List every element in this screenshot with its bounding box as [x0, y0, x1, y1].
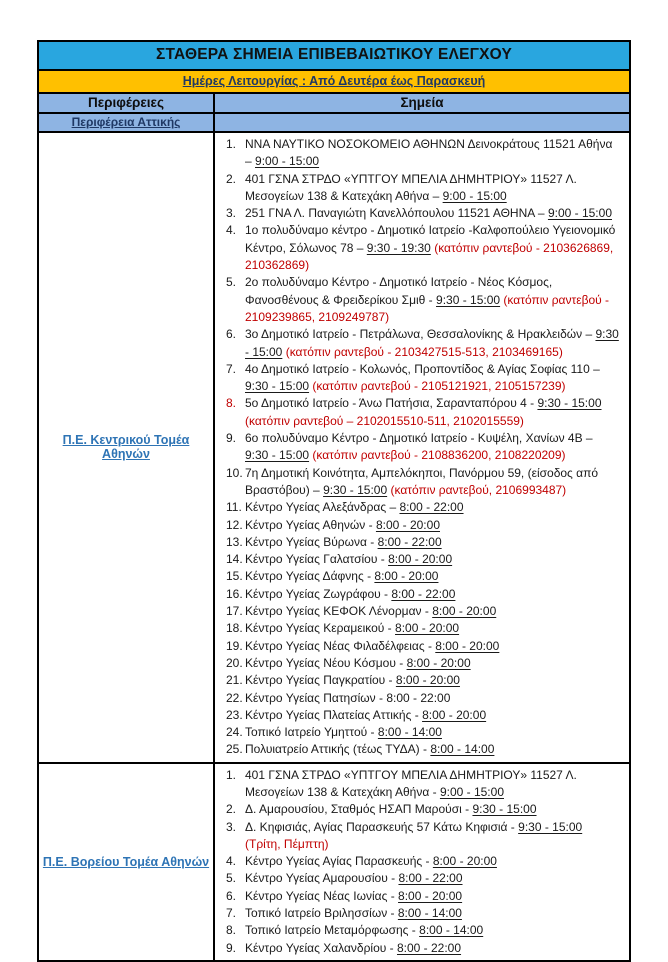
opening-hours: 8:00 - 22:00	[391, 586, 456, 601]
list-item	[219, 586, 619, 603]
list-item	[219, 274, 619, 326]
opening-hours: 8:00 - 20:00	[395, 673, 460, 688]
list-item	[219, 517, 619, 534]
opening-hours: 8:00 - 14:00	[430, 742, 495, 757]
table-title-bar	[39, 42, 629, 71]
item-text	[245, 430, 619, 465]
opening-hours: 8:00 - 14:00	[377, 725, 442, 740]
region-attiki-empty-cell	[215, 114, 629, 131]
opening-hours: 8:00 - 22:00	[398, 871, 463, 886]
opening-hours: 9:30 - 19:30	[366, 240, 431, 255]
location-text: Κέντρο Υγείας Βύρωνα -	[245, 534, 378, 549]
list-item	[219, 620, 619, 637]
opening-hours: 9:30 - 15:00	[518, 819, 583, 834]
item-number: 16.	[226, 586, 243, 601]
appointment-note: (κατόπιν ραντεβού - 2103427515-513, 2103469165)	[282, 344, 563, 359]
appointment-note: (κατόπιν ραντεβού – 2102015510-511, 2102015559)	[245, 413, 524, 428]
operating-days-bar	[39, 71, 629, 94]
region-attiki-label: Περιφέρεια Αττικής	[39, 114, 215, 131]
appointment-note: (Τρίτη, Πέμπτη)	[245, 836, 329, 851]
list-item	[219, 922, 619, 939]
item-number: 7.	[226, 906, 237, 921]
item-number: 8.	[226, 396, 237, 411]
opening-hours: 8:00 - 20:00	[432, 604, 497, 619]
item-text	[245, 568, 619, 585]
list-item	[219, 430, 619, 465]
list-item	[219, 568, 619, 585]
appointment-note: (κατόπιν ραντεβού - 2103626869, 210362869)	[245, 240, 614, 273]
list-item	[219, 672, 619, 689]
item-text	[245, 395, 619, 430]
location-text: Κέντρο Υγείας Αμαρουσίου -	[245, 871, 399, 886]
opening-hours: 8:00 - 20:00	[406, 655, 471, 670]
opening-hours: 9:30 - 15:00	[245, 379, 310, 394]
opening-hours: 8:00 - 22:00	[396, 940, 462, 955]
item-number: 4.	[226, 223, 237, 238]
column-header-regions: Περιφέρειες	[39, 94, 215, 112]
opening-hours: 9:00 - 15:00	[547, 206, 612, 221]
item-number: 13.	[226, 534, 243, 549]
location-text: Κέντρο Υγείας Πλατείας Αττικής -	[245, 707, 423, 722]
location-text: 3ο Δημοτικό Ιατρείο - Πετράλωνα, Θεσσαλονίκης & Ηρακλειδών –	[245, 327, 596, 342]
list-item	[219, 801, 619, 818]
item-text	[245, 620, 619, 637]
list-item	[219, 136, 619, 171]
opening-hours: 8:00 - 20:00	[422, 707, 487, 722]
page-title: ΣΤΑΘΕΡΑ ΣΗΜΕΙΑ ΕΠΙΒΕΒΑΙΩΤΙΚΟΥ ΕΛΕΓΧΟΥ	[155, 46, 513, 63]
list-item	[219, 905, 619, 922]
item-text	[245, 655, 619, 672]
item-text	[245, 205, 619, 222]
item-text	[245, 741, 619, 758]
item-text	[245, 326, 619, 361]
opening-hours: 8:00 - 22:00	[399, 500, 464, 515]
opening-hours: 8:00 - 20:00	[432, 854, 497, 869]
list-item	[219, 395, 619, 430]
appointment-note: (κατόπιν ραντεβού - 2105121921, 2105157239)	[309, 379, 566, 394]
opening-hours: 8:00 - 14:00	[397, 906, 462, 921]
location-text: Τοπικό Ιατρείο Βριλησσίων -	[245, 906, 398, 921]
opening-hours: 9:00 - 15:00	[255, 154, 320, 169]
opening-hours: 9:30 - 15:00	[436, 292, 501, 307]
item-text	[245, 465, 619, 500]
item-number: 12.	[226, 517, 243, 532]
item-number: 20.	[226, 655, 243, 670]
item-number: 5.	[226, 275, 237, 290]
item-text	[245, 724, 619, 741]
item-number: 23.	[226, 707, 243, 722]
location-text: Κέντρο Υγείας Νέας Φιλαδέλφειας -	[245, 638, 436, 653]
location-text: Κέντρο Υγείας Δάφνης -	[245, 569, 375, 584]
location-text: Κέντρο Υγείας Ζωγράφου -	[245, 586, 392, 601]
item-text	[245, 171, 619, 206]
location-text: Κέντρο Υγείας Κεραμεικού -	[245, 621, 396, 636]
item-number: 2.	[226, 802, 237, 817]
location-text: Κέντρο Υγείας Χαλανδρίου -	[245, 940, 397, 955]
region-cell	[39, 764, 215, 960]
location-text: 401 ΓΣΝΑ ΣΤΡΔΟ «ΥΠΤΓΟΥ ΜΠΕΛΙΑ ΔΗΜΗΤΡΙΟΥ» 11527 Λ. Μεσογείων 138 & Κατεχάκη Αθήνα –	[245, 171, 577, 203]
region-label-central: Π.Ε. Κεντρικού Τομέα Αθηνών	[62, 433, 190, 462]
opening-hours: 8:00 - 20:00	[375, 517, 440, 532]
opening-hours: 8:00 - 20:00	[374, 569, 439, 584]
item-text	[245, 940, 619, 957]
item-text	[245, 888, 619, 905]
item-text	[245, 361, 619, 396]
opening-hours: 8:00 - 20:00	[398, 888, 463, 903]
location-text: Κέντρο Υγείας Νέου Κόσμου -	[245, 655, 407, 670]
list-item	[219, 499, 619, 516]
item-number: 9.	[226, 940, 237, 955]
list-item	[219, 940, 619, 957]
list-item	[219, 638, 619, 655]
region-attiki-row	[39, 114, 629, 133]
location-text: Κέντρο Υγείας Νέας Ιωνίας -	[245, 888, 399, 903]
location-text: Κέντρο Υγείας ΚΕΦΟΚ Λένορμαν -	[245, 604, 433, 619]
list-item	[219, 853, 619, 870]
item-number: 3.	[226, 819, 237, 834]
points-list-central	[215, 133, 629, 762]
item-number: 9.	[226, 431, 237, 446]
item-text	[245, 801, 619, 818]
item-text	[245, 136, 619, 171]
region-cell	[39, 133, 215, 762]
list-item	[219, 870, 619, 887]
list-item	[219, 222, 619, 274]
item-number: 21.	[226, 673, 243, 688]
location-text: Κέντρο Υγείας Αγίας Παρασκευής -	[245, 854, 433, 869]
section-central-athens	[39, 133, 629, 764]
item-number: 11.	[226, 500, 242, 515]
item-number: 10.	[226, 465, 243, 480]
location-text: 6ο πολυδύναμο Κέντρο - Δημοτικό Ιατρείο - Κυψέλη, Χανίων 4Β –	[245, 431, 593, 446]
item-number: 8.	[226, 923, 237, 938]
location-text: 2ο πολυδύναμο Κέντρο - Δημοτικό Ιατρείο - Νέος Κόσμος, Φανοσθένους & Φρειδερίκου Σμιθ -	[245, 275, 553, 307]
list-item	[219, 741, 619, 758]
region-label-north: Π.Ε. Βορείου Τομέα Αθηνών	[42, 854, 210, 869]
list-item	[219, 171, 619, 206]
list-item	[219, 724, 619, 741]
item-text	[245, 905, 619, 922]
location-text: 5ο Δημοτικό Ιατρείο - Άνω Πατήσια, Σαρανταπόρου 4 -	[245, 396, 538, 411]
item-number: 25.	[226, 742, 243, 757]
location-text: 401 ΓΣΝΑ ΣΤΡΔΟ «ΥΠΤΓΟΥ ΜΠΕΛΙΑ ΔΗΜΗΤΡΙΟΥ» 11527 Λ. Μεσογείων 138 & Κατεχάκη Αθήνα -	[245, 767, 577, 799]
item-number: 7.	[226, 361, 237, 376]
opening-hours: 8:00 - 20:00	[388, 552, 453, 567]
list-item	[219, 603, 619, 620]
item-number: 18.	[226, 621, 243, 636]
item-text	[245, 767, 619, 802]
item-text	[245, 222, 619, 274]
item-number: 6.	[226, 888, 237, 903]
checkpoints-table	[37, 40, 631, 962]
appointment-note: (κατόπιν ραντεβού - 2109239865, 2109249787)	[245, 292, 610, 324]
location-text: Τοπικό Ιατρείο Υμηττού -	[245, 725, 378, 740]
location-text: Κέντρο Υγείας Αθηνών -	[245, 517, 376, 532]
list-item	[219, 888, 619, 905]
item-number: 24.	[226, 725, 243, 740]
item-number: 1.	[226, 767, 237, 782]
item-text	[245, 534, 619, 551]
item-number: 19.	[226, 638, 243, 653]
item-text	[245, 672, 619, 689]
location-text: 7η Δημοτική Κοινότητα, Αμπελόκηποι, Πανόρμου 59, (είσοδος από Βραστόβου) –	[245, 465, 599, 497]
item-text	[245, 638, 619, 655]
item-text	[245, 517, 619, 534]
item-text	[245, 499, 619, 516]
points-list-north	[215, 764, 629, 960]
location-text: Τοπικό Ιατρείο Μεταμόρφωσης -	[245, 923, 420, 938]
list-item	[219, 819, 619, 854]
location-text: Κέντρο Υγείας Παγκρατίου -	[245, 673, 396, 688]
item-number: 22.	[226, 690, 243, 705]
opening-hours: 8:00 - 20:00	[435, 638, 500, 653]
operating-days-text: Ημέρες Λειτουργίας : Από Δευτέρα έως Παρασκευή	[182, 74, 486, 88]
item-number: 17.	[226, 604, 243, 619]
item-text	[245, 551, 619, 568]
item-text	[245, 853, 619, 870]
location-text: Κέντρο Υγείας Γαλατσίου -	[245, 552, 389, 567]
opening-hours: 9:30 - 15:00	[245, 327, 619, 359]
location-text: Κέντρο Υγείας Αλεξάνδρας –	[245, 500, 400, 515]
list-item	[219, 534, 619, 551]
location-text: Δ. Αμαρουσίου, Σταθμός ΗΣΑΠ Μαρούσι -	[245, 802, 473, 817]
list-item	[219, 326, 619, 361]
location-text: Κέντρο Υγείας Πατησίων - 8:00 - 22:00	[245, 690, 451, 705]
opening-hours: 9:30 - 15:00	[245, 448, 310, 463]
item-text	[245, 870, 619, 887]
list-item	[219, 707, 619, 724]
item-number: 4.	[226, 854, 237, 869]
opening-hours: 9:00 - 15:00	[442, 188, 507, 203]
location-text: Πολυιατρείο Αττικής (τέως ΤΥΔΑ) -	[245, 742, 431, 757]
item-text	[245, 603, 619, 620]
section-north-athens	[39, 764, 629, 960]
opening-hours: 9:30 - 15:00	[537, 396, 602, 411]
column-header-points: Σημεία	[400, 95, 444, 110]
opening-hours: 9:30 - 15:00	[323, 482, 388, 497]
item-number: 15.	[226, 569, 243, 584]
item-number: 6.	[226, 327, 237, 342]
list-item	[219, 465, 619, 500]
location-text: ΝΝΑ ΝΑΥΤΙΚΟ ΝΟΣΟΚΟΜΕΙΟ ΑΘΗΝΩΝ Δεινοκράτους 11521 Αθήνα –	[245, 137, 613, 169]
opening-hours: 8:00 - 20:00	[395, 621, 460, 636]
column-header-row	[39, 94, 629, 114]
opening-hours: 8:00 - 14:00	[419, 923, 484, 938]
list-item	[219, 655, 619, 672]
item-text	[245, 586, 619, 603]
item-text	[245, 274, 619, 326]
opening-hours: 9:00 - 15:00	[439, 784, 504, 799]
location-text: Δ. Κηφισιάς, Αγίας Παρασκευής 57 Κάτω Κηφισιά -	[245, 819, 519, 834]
location-text: 1ο πολυδύναμο κέντρο - Δημοτικό Ιατρείο -Καλφοπούλειο Υγειονομικό Κέντρο, Σόλωνος 78 –	[245, 223, 616, 255]
item-number: 5.	[226, 871, 237, 886]
appointment-note: (κατόπιν ραντεβού, 2106993487)	[387, 482, 567, 497]
item-number: 3.	[226, 206, 237, 221]
appointment-note: (κατόπιν ραντεβού - 2108836200, 2108220209)	[309, 448, 566, 463]
item-text	[245, 922, 619, 939]
location-text: 4ο Δημοτικό Ιατρείο - Κολωνός, Προποντίδος & Αγίας Σοφίας 110 –	[245, 361, 600, 376]
opening-hours: 9:30 - 15:00	[472, 802, 537, 817]
item-text	[245, 690, 619, 707]
list-item	[219, 205, 619, 222]
item-text	[245, 819, 619, 854]
item-text	[245, 707, 619, 724]
list-item	[219, 767, 619, 802]
item-number: 14.	[226, 552, 243, 567]
list-item	[219, 361, 619, 396]
item-number: 2.	[226, 171, 237, 186]
list-item	[219, 690, 619, 707]
opening-hours: 8:00 - 22:00	[377, 534, 442, 549]
item-number: 1.	[226, 137, 237, 151]
location-text: 251 ΓΝΑ Λ. Παναγιώτη Κανελλόπουλου 11521 ΑΘΗΝΑ –	[245, 206, 548, 221]
list-item	[219, 551, 619, 568]
